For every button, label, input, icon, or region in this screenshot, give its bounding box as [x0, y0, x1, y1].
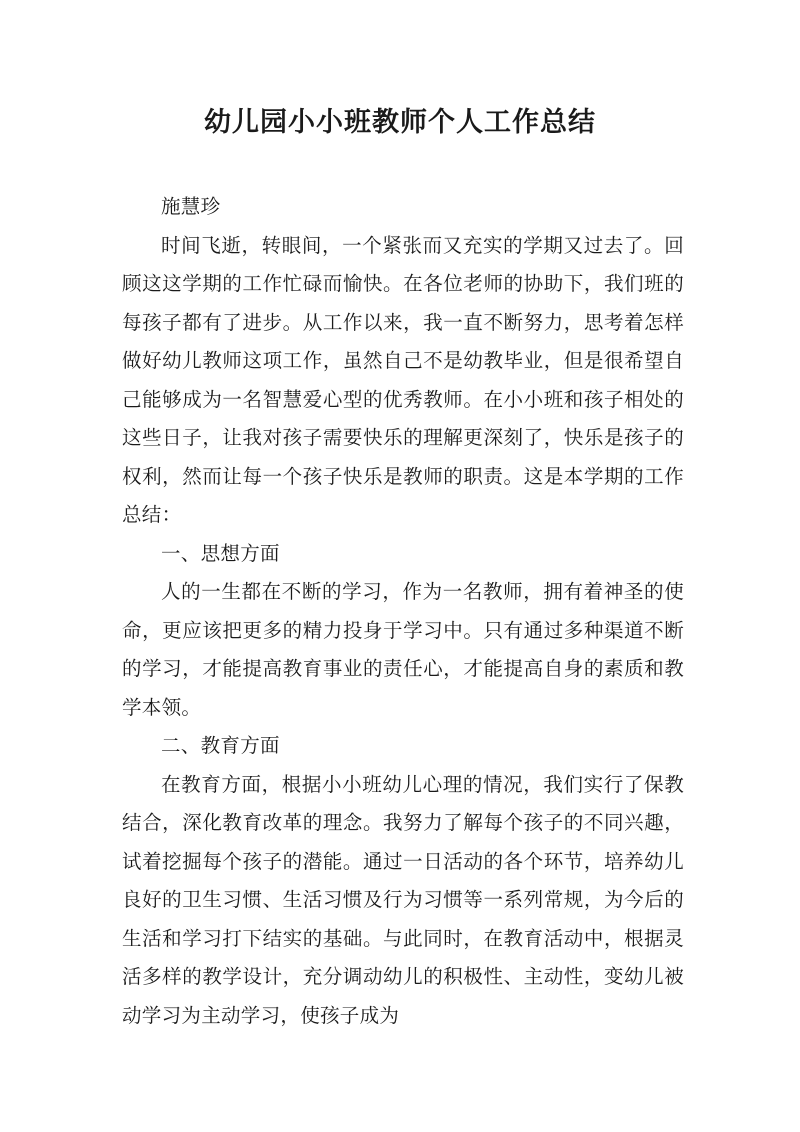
paragraph-thought: 人的一生都在不断的学习，作为一名教师，拥有着神圣的使命，更应该把更多的精力投身于学习中。只有通过多种渠道不断的学习，才能提高教育事业的责任心，才能提高自身的素质和教学本领。: [122, 580, 684, 719]
section-heading-thought: 一、思想方面: [161, 541, 280, 565]
paragraph-education: 在教育方面，根据小小班幼儿心理的情况，我们实行了保教结合，深化教育改革的理念。我努力了解每个孩子的不同兴趣，试着挖掘每个孩子的潜能。通过一日活动的各个环节，培养幼儿良好的卫生习惯、生活习惯及行为习惯等一系列常规，为今后的生活和学习打下结实的基础。与此同时，在教育活动中，根据灵活多样的教学设计，充分调动幼儿的积极性、主动性，变幼儿被动学习为主动学习，使孩子成为: [122, 772, 684, 1027]
author-line: 施慧珍: [161, 195, 221, 218]
paragraph-intro: 时间飞逝，转眼间，一个紧张而又充实的学期又过去了。回顾这这学期的工作忙碌而愉快。在各位老师的协助下，我们班的每孩子都有了进步。从工作以来，我一直不断努力，思考着怎样做好幼儿教师这项工作，虽然自己不是幼教毕业，但是很希望自己能够成为一名智慧爱心型的优秀教师。在小小班和孩子相处的这些日子，让我对孩子需要快乐的理解更深刻了，快乐是孩子的权利，然而让每一个孩子快乐是教师的职责。这是本学期的工作总结：: [122, 233, 684, 526]
document-body: [122, 188, 684, 1035]
document-title: 幼儿园小小班教师个人工作总结: [204, 107, 596, 138]
section-heading-education: 二、教育方面: [161, 734, 280, 757]
